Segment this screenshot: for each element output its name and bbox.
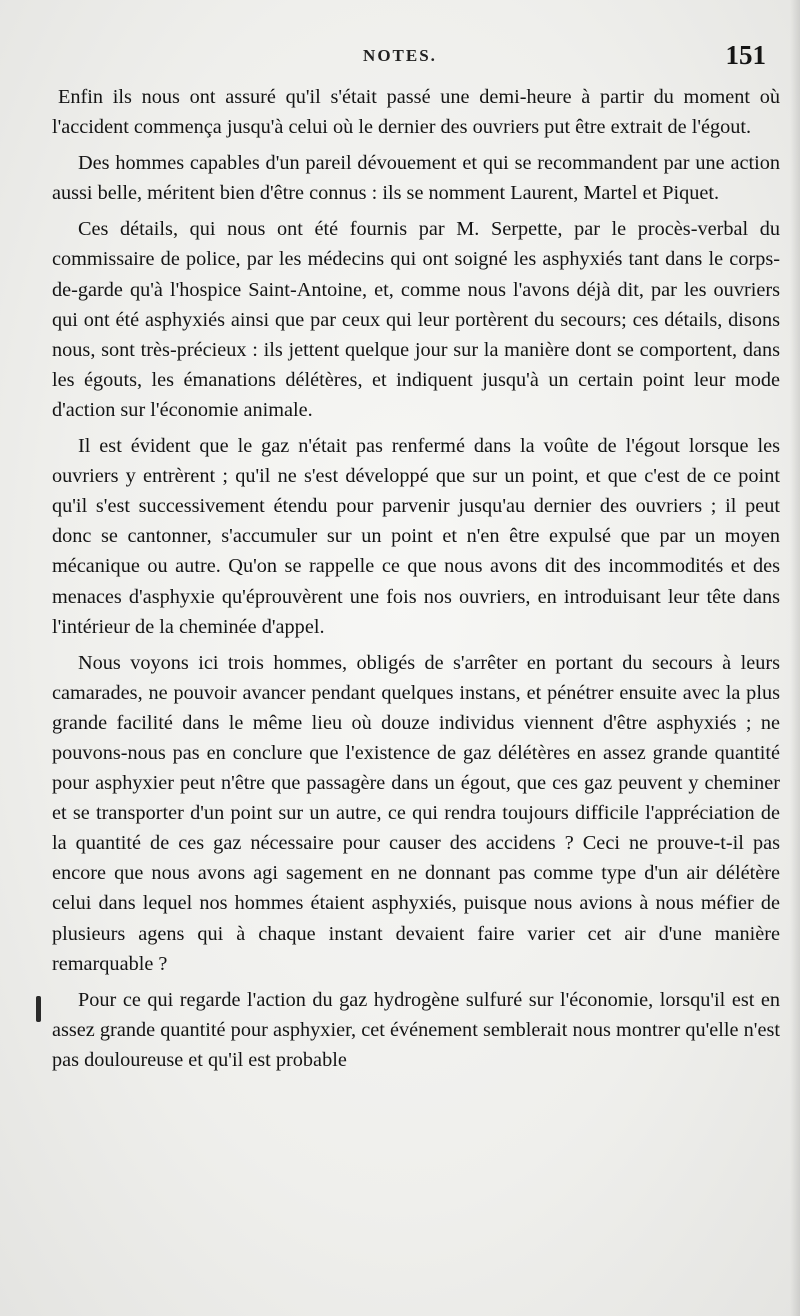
page-edge-shadow [790, 0, 800, 1316]
paragraph-6: Pour ce qui regarde l'action du gaz hydrogène sulfuré sur l'économie, lorsqu'il est en assez grande quantité pour asphyxier, cet événement semblerait nous montrer qu'elle n'est pas douloureuse et qu'il est probable [52, 988, 780, 1071]
page-header [0, 40, 800, 80]
body-text [52, 82, 780, 1081]
margin-ink-mark [36, 996, 41, 1022]
page-number: 151 [725, 40, 766, 70]
paragraph-2: Des hommes capables d'un pareil dévouement et qui se recommandent par une action aussi belle, méritent bien d'être connus : ils se nomment Laurent, Martel et Piquet. [52, 152, 780, 205]
paragraph-4: Il est évident que le gaz n'était pas renfermé dans la voûte de l'égout lorsque les ouvriers y entrèrent ; qu'il ne s'est développé que sur un point, et que c'est de ce point qu'il s'est successivement étendu pour parvenir jusqu'au dernier des ouvriers ; il peut donc se cantonner, s'accumuler sur un point et n'en être expulsé que par un moyen mécanique ou autre. Qu'on se rappelle ce que nous avons dit des incommodités et des menaces d'asphyxie qu'éprouvèrent une fois nos ouvriers, en introduisant leur tête dans l'intérieur de la cheminée d'appel. [52, 435, 780, 638]
paragraph-3: Ces détails, qui nous ont été fournis par M. Serpette, par le procès-verbal du commissaire de police, par les médecins qui ont soigné les asphyxiés tant dans le corps-de-garde qu'à l'hospice Saint-Antoine, et, comme nous l'avons déjà dit, par les ouvriers qui ont été asphyxiés ainsi que par ceux qui leur portèrent du secours; ces détails, disons nous, sont très-précieux : ils jettent quelque jour sur la manière dont se comportent, dans les égouts, les émanations délétères, et indiquent jusqu'à un certain point leur mode d'action sur l'économie animale. [52, 218, 780, 421]
paragraph-5: Nous voyons ici trois hommes, obligés de s'arrêter en portant du secours à leurs camarades, ne pouvoir avancer pendant quelques instans, et pénétrer ensuite avec la plus grande facilité dans le même lieu où douze individus viennent d'être asphyxiés ; ne pouvons-nous pas en conclure que l'existence de gaz délétères en assez grande quantité pour asphyxier peut n'être que passagère dans un égout, que ces gaz peuvent y cheminer et se transporter d'un point sur un autre, ce qui rendra toujours difficile l'appréciation de la quantité de ces gaz nécessaire pour causer des accidens ? Ceci ne prouve-t-il pas encore que nous avons agi sagement en ne donnant pas comme type d'un air délétère celui dans lequel nos hommes étaient asphyxiés, puisque nous avions à nous méfier de plusieurs agens qui à chaque instant devaient faire varier cet air d'une manière remarquable ? [52, 651, 780, 975]
running-head: NOTES. [363, 46, 437, 65]
paragraph-1: Enfin ils nous ont assuré qu'il s'était passé une demi-heure à partir du moment où l'accident commença jusqu'à celui où le dernier des ouvriers put être extrait de l'égout. [52, 86, 780, 139]
